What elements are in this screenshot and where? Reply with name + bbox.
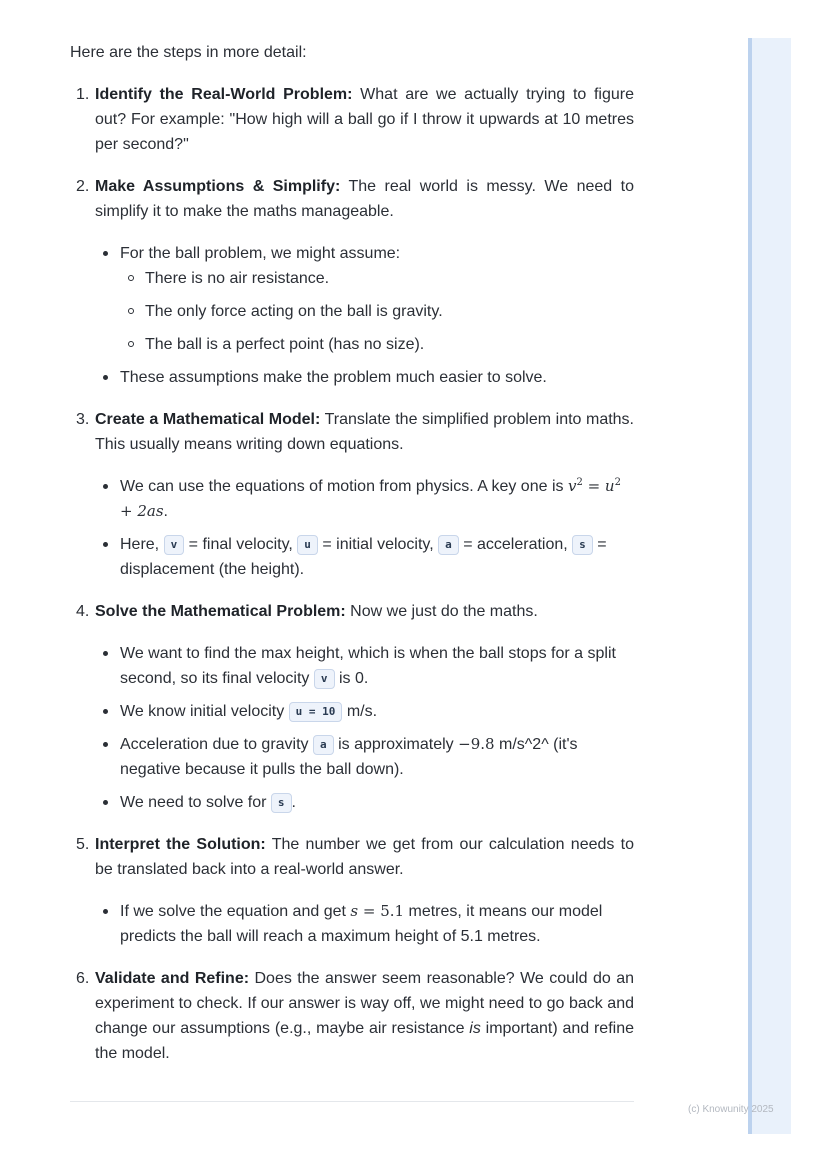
math-op: = (582, 477, 605, 495)
emphasis-text: is (469, 1020, 481, 1037)
bullet-text: = displacement (the height). (120, 536, 607, 578)
math-var: v (567, 477, 577, 495)
step-text: The number we get from our calculation needs to be translated back into a real-world answer. (95, 836, 634, 878)
document-body (70, 40, 634, 1083)
step-6 (70, 966, 634, 1066)
sub-list (120, 266, 634, 357)
step-title: Create a Mathematical Model: (95, 411, 321, 428)
math-op: + 2 (120, 502, 147, 520)
math-var: as (146, 502, 164, 520)
bullet-text: For the ball problem, we might assume: (120, 245, 401, 262)
code-chip: s (572, 535, 593, 555)
bullet-list (95, 641, 634, 815)
bullet-text: = acceleration, (458, 536, 573, 553)
sub-item: The only force acting on the ball is gravity. (120, 299, 634, 324)
math-var: u (604, 477, 615, 495)
math-value: = 5.1 (358, 902, 405, 920)
step-text: Now we just do the maths. (345, 603, 538, 620)
bullet-text: . (291, 794, 296, 811)
sub-item: The ball is a perfect point (has no size). (120, 332, 634, 357)
bullet-item (95, 699, 634, 724)
step-number: 6. (76, 970, 90, 987)
step-number: 4. (76, 603, 90, 620)
code-chip: a (313, 735, 334, 755)
code-chip: a (438, 535, 459, 555)
step-1 (70, 82, 634, 157)
step-number: 1. (76, 86, 90, 103)
intro-text: Here are the steps in more detail: (70, 44, 307, 61)
bullet-item: These assumptions make the problem much easier to solve. (95, 365, 634, 390)
code-chip: u (297, 535, 318, 555)
step-title: Validate and Refine: (95, 970, 250, 987)
bullet-text: We know initial velocity (120, 703, 289, 720)
step-number: 2. (76, 178, 90, 195)
step-title: Make Assumptions & Simplify: (95, 178, 341, 195)
bullet-text: m/s^2^ (it's negative because it pulls the ball down). (120, 736, 578, 778)
step-text: Translate the simplified problem into maths. This usually means writing down equations. (95, 411, 635, 453)
bullet-item (95, 899, 634, 949)
math-exponent: 2 (614, 477, 621, 488)
footer-divider (70, 1101, 634, 1102)
copyright-footer: (c) Knowunity 2025 (688, 1104, 774, 1115)
step-paragraph (95, 174, 634, 224)
step-text: What are we actually trying to figure out? For example: "How high will a ball go if I throw it upwards at 10 metres per second?" (95, 86, 635, 153)
step-paragraph (95, 832, 634, 882)
bullet-item (95, 641, 634, 691)
step-number: 5. (76, 836, 90, 853)
code-chip: v (314, 669, 335, 689)
bullet-text: = final velocity, (184, 536, 298, 553)
code-chip: s (271, 793, 292, 813)
math-value: −9.8 (458, 735, 495, 753)
step-2 (70, 174, 634, 390)
bullet-text: is 0. (334, 670, 369, 687)
code-chip: u = 10 (289, 702, 343, 722)
bullet-text: We can use the equations of motion from physics. A key one is (120, 478, 568, 495)
sub-item: There is no air resistance. (120, 266, 634, 291)
step-paragraph (95, 599, 634, 624)
bullet-text: is approximately (333, 736, 459, 753)
step-3 (70, 407, 634, 582)
step-5 (70, 832, 634, 949)
bullet-item (95, 532, 634, 582)
math-var: s (350, 902, 359, 920)
sidebar-edge (748, 38, 752, 1134)
bullet-text: Here, (120, 536, 164, 553)
steps-list (70, 82, 634, 1066)
bullet-text: = initial velocity, (317, 536, 439, 553)
bullet-item (95, 732, 634, 782)
step-4 (70, 599, 634, 815)
bullet-text: metres, it means our model predicts the ball will reach a maximum height of 5.1 metres. (120, 903, 603, 945)
math-exponent: 2 (576, 477, 583, 488)
bullet-text: . (163, 503, 168, 520)
step-title: Solve the Mathematical Problem: (95, 603, 346, 620)
step-paragraph (95, 407, 634, 457)
bullet-item (95, 474, 634, 524)
step-paragraph (95, 966, 634, 1066)
bullet-item (95, 790, 634, 815)
bullet-item (95, 241, 634, 357)
step-title: Identify the Real-World Problem: (95, 86, 353, 103)
bullet-text: We want to find the max height, which is when the ball stops for a split second, so its final velocity (120, 645, 616, 687)
step-text: The real world is messy. We need to simplify it to make the maths manageable. (95, 178, 634, 220)
step-text: Does the answer seem reasonable? We could do an experiment to check. If our answer is way off, we might need to go back and change our assumptions (e.g., maybe air resistance (95, 970, 634, 1037)
step-title: Interpret the Solution: (95, 836, 266, 853)
right-sidebar-panel (748, 38, 791, 1134)
bullet-text: m/s. (342, 703, 378, 720)
bullet-text: Acceleration due to gravity (120, 736, 313, 753)
step-text: important) and refine the model. (95, 1020, 635, 1062)
bullet-text: We need to solve for (120, 794, 271, 811)
bullet-list (95, 899, 634, 949)
bullet-list (95, 241, 634, 390)
code-chip: v (164, 535, 185, 555)
bullet-list (95, 474, 634, 582)
step-number: 3. (76, 411, 90, 428)
step-paragraph (95, 82, 634, 157)
bullet-text: If we solve the equation and get (120, 903, 351, 920)
